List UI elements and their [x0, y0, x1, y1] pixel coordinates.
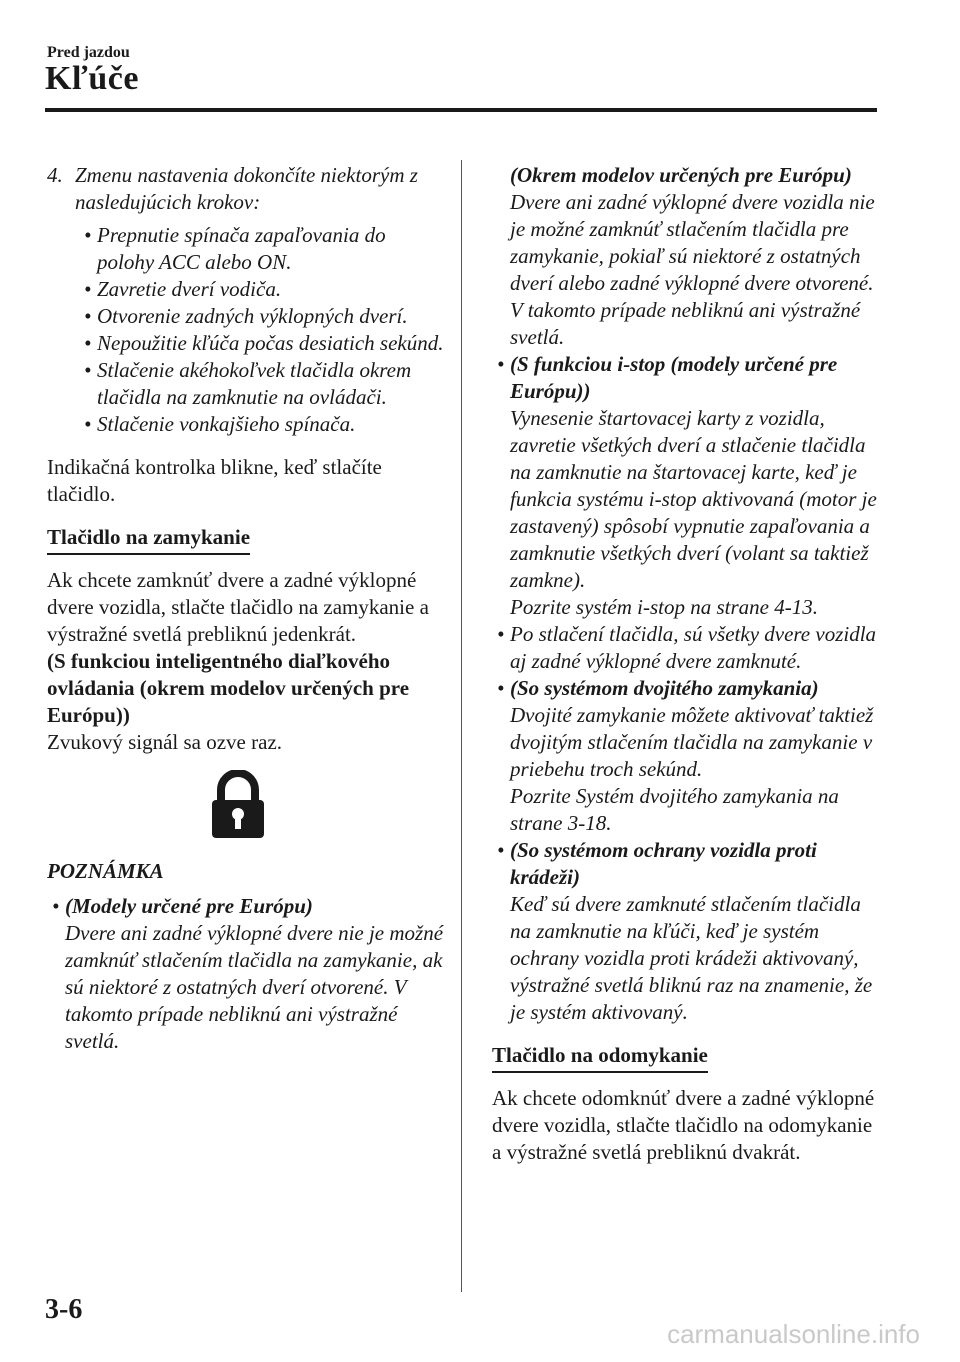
lock-condition: (S funkciou inteligentného diaľkového ovládania (okrem modelov určených pre Európu)) [47, 649, 410, 727]
lock-button-heading: Tlačidlo na zamykanie [47, 524, 250, 555]
note-continued-title: (Okrem modelov určených pre Európu) [510, 163, 852, 187]
step-sub-list [47, 222, 447, 438]
watermark: carmanualsonline.info [667, 1319, 920, 1349]
step-number: 4. [47, 163, 63, 187]
note-item-text: Po stlačení tlačidla, sú všetky dvere vozidla aj zadné výklopné dvere zamknuté. [510, 622, 877, 673]
lock-paragraph: Ak chcete zamknúť dvere a zadné výklopné dvere vozidla, stlačte tlačidlo na zamykanie a výstražné svetlá prebliknú jedenkrát. [47, 568, 429, 646]
note-list [47, 893, 447, 1055]
list-item: • Prepnutie spínača zapaľovania do polohy ACC alebo ON. [84, 223, 386, 274]
left-column [47, 162, 447, 1055]
list-item: • Po stlačení tlačidla, sú všetky dvere vozidla aj zadné výklopné dvere zamknuté. [510, 621, 884, 675]
note-continued-text: Dvere ani zadné výklopné dvere vozidla nie je možné zamknúť stlačením tlačidla pre zamykanie, pokiaľ sú niektoré z ostatných dverí alebo zadné výklopné dvere otvorené. V takomto prípade nebliknú ani výstražné svetlá. [510, 190, 875, 349]
list-item: • Nepoužitie kľúča počas desiatich sekúnd. [84, 331, 444, 355]
note-list-continued [492, 351, 884, 1026]
step-4 [47, 162, 447, 216]
list-item: • (So systémom dvojitého zamykania) Dvojité zamykanie môžete aktivovať taktiež dvojitým stlačením tlačidla na zamykanie v priebehu troch sekúnd. Pozrite Systém dvojitého zamykania na strane 3-18. [510, 675, 884, 837]
page-number: 3-6 [45, 1294, 83, 1325]
list-item: • Otvorenie zadných výklopných dverí. [84, 304, 408, 328]
list-item: • (So systémom ochrany vozidla proti krádeži) Keď sú dvere zamknuté stlačením tlačidla na zamknutie na kľúči, keď je systém ochrany vozidla proti krádeži aktivovaný, výstražné svetlá bliknú raz na znamenie, že je systém aktivovaný. [510, 837, 884, 1026]
unlock-button-heading: Tlačidlo na odomykanie [492, 1042, 708, 1073]
note-item-text: Keď sú dvere zamknuté stlačením tlačidla na zamknutie na kľúči, keď je systém ochrany vozidla proti krádeži aktivovaný, výstražné svetlá bliknú raz na znamenie, že je systém aktivovaný. [510, 892, 873, 1024]
list-item: • (Modely určené pre Európu) Dvere ani zadné výklopné dvere nie je možné zamknúť stlačením tlačidla na zamykanie, ak sú niektoré z ostatných dverí otvorené. V takomto prípade nebliknú ani výstražné svetlá. [65, 893, 447, 1055]
note-item-ref: Pozrite systém i-stop na strane 4-13. [510, 595, 818, 619]
lock-icon [209, 770, 267, 840]
list-item: • Stlačenie akéhokoľvek tlačidla okrem tlačidla na zamknutie na ovládači. [84, 358, 412, 409]
unlock-paragraph: Ak chcete odomknúť dvere a zadné výklopné dvere vozidla, stlačte tlačidlo na odomykanie a výstražné svetlá prebliknú dvakrát. [492, 1086, 875, 1164]
note-title: POZNÁMKA [47, 859, 164, 883]
header-rule [45, 108, 877, 112]
list-item: • Stlačenie vonkajšieho spínača. [84, 412, 356, 436]
step-text: Zmenu nastavenia dokončíte niektorým z nasledujúcich krokov: [75, 163, 418, 214]
note-item-title: (S funkciou i-stop (modely určené pre Európu)) [510, 352, 838, 403]
list-item: • Zavretie dverí vodiča. [84, 277, 282, 301]
right-column [492, 162, 884, 1166]
column-divider [461, 160, 462, 1292]
note-item-text: Vynesenie štartovacej karty z vozidla, zavretie všetkých dverí a stlačenie tlačidla na zamknutie na štartovacej karte, keď je funkcia systému i-stop aktivovaná (motor je zastavený) spôsobí vypnutie zapaľovania a zamknutie všetkých dverí (volant sa taktiež zamkne). [510, 406, 877, 592]
section-label: Pred jazdou [47, 44, 130, 61]
note-item-title: (So systémom ochrany vozidla proti krádeži) [510, 838, 817, 889]
indicator-paragraph: Indikačná kontrolka blikne, keď stlačíte tlačidlo. [47, 455, 382, 506]
note-item-text: Dvere ani zadné výklopné dvere nie je možné zamknúť stlačením tlačidla na zamykanie, ak sú niektoré z ostatných dverí otvorené. V takomto prípade nebliknú ani výstražné svetlá. [65, 921, 444, 1053]
list-item: • (S funkciou i-stop (modely určené pre Európu)) Vynesenie štartovacej karty z vozidla, zavretie všetkých dverí a stlačenie tlačidla na zamknutie na štartovacej karte, keď je funkcia systému i-stop aktivovaná (motor je zastavený) spôsobí vypnutie zapaľovania a zamknutie všetkých dverí (volant sa taktiež zamkne). Pozrite systém i-stop na strane 4-13. [510, 351, 884, 621]
note-item-text: Dvojité zamykanie môžete aktivovať taktiež dvojitým stlačením tlačidla na zamykanie v priebehu troch sekúnd. [510, 703, 874, 781]
lock-sound-text: Zvukový signál sa ozve raz. [47, 730, 283, 754]
note-item-title: (Modely určené pre Európu) [65, 894, 313, 918]
note-item-title: (So systémom dvojitého zamykania) [510, 676, 819, 700]
note-item-ref: Pozrite Systém dvojitého zamykania na strane 3-18. [510, 784, 839, 835]
page-title: Kľúče [45, 60, 139, 97]
